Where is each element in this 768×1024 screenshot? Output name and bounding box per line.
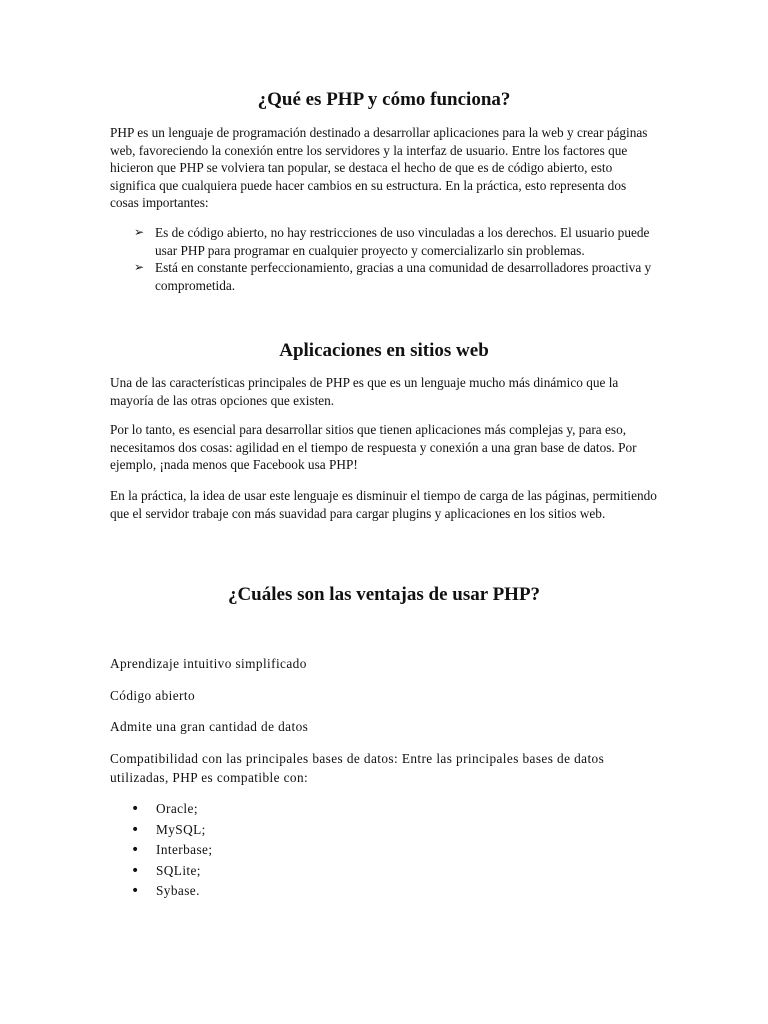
bullet-dot-icon: • xyxy=(131,842,140,858)
advantage-item: Admite una gran cantidad de datos xyxy=(110,719,309,734)
list-item xyxy=(110,861,658,882)
intro-paragraph: PHP es un lenguaje de programación destinado a desarrollar aplicaciones para la web y crear páginas web, favoreciendo la conexión entre los servidores y la interfaz de usuario. Entre los factores que hicieron que PHP se volviera tan popular, se destaca el hecho de que es de código abierto, esto significa que cualquiera puede hacer cambios en su estructura. En la práctica, esto representa dos cosas importantes: xyxy=(110,125,648,210)
advantage-item: Aprendizaje intuitivo simplificado xyxy=(110,656,307,671)
list-item-text: Está en constante perfeccionamiento, gracias a una comunidad de desarrolladores proactiva y comprometida. xyxy=(155,260,652,293)
php-features-list xyxy=(110,224,658,294)
list-item-text: Interbase; xyxy=(156,842,213,857)
list-item-text: SQLite; xyxy=(156,862,201,878)
section-heading-que-es-php: ¿Qué es PHP y cómo funciona? xyxy=(257,89,511,110)
bullet-dot-icon: • xyxy=(131,862,140,879)
list-item-text: Es de código abierto, no hay restricciones de uso vinculadas a los derechos. El usuario puede usar PHP para programar en cualquier proyecto y comercializarlo sin problemas. xyxy=(155,225,650,258)
advantage-item: Compatibilidad con las principales bases de datos: Entre las principales bases de datos utilizadas, PHP es compatible con: xyxy=(110,751,605,785)
paragraph: Una de las características principales de PHP es que es un lenguaje mucho más dinámico que la mayoría de las otras opciones que existen. xyxy=(110,375,619,408)
list-item xyxy=(110,224,658,259)
list-item xyxy=(110,259,658,294)
list-item-text: Sybase. xyxy=(156,883,200,898)
arrow-bullet-icon: ➢ xyxy=(134,225,145,239)
list-item-text: Oracle; xyxy=(156,801,198,816)
list-item xyxy=(110,820,658,841)
paragraph: Por lo tanto, es esencial para desarrollar sitios que tienen aplicaciones más complejas y, para eso, necesitamos dos cosas: agilidad en el tiempo de respuesta y conexión a una gran base de datos. Por ejemplo, ¡nada menos que Facebook usa PHP! xyxy=(110,422,637,472)
advantage-item: Código abierto xyxy=(110,688,195,703)
list-item-text: MySQL; xyxy=(156,821,206,837)
list-item xyxy=(110,799,658,820)
section-heading-ventajas: ¿Cuáles son las ventajas de usar PHP? xyxy=(227,584,541,605)
arrow-bullet-icon: ➢ xyxy=(134,260,145,274)
bullet-dot-icon: • xyxy=(131,883,140,899)
list-item xyxy=(110,840,658,861)
list-item xyxy=(110,881,658,902)
database-list xyxy=(110,799,658,902)
section-heading-aplicaciones: Aplicaciones en sitios web xyxy=(279,340,489,361)
bullet-dot-icon: • xyxy=(131,821,140,838)
bullet-dot-icon: • xyxy=(131,801,140,817)
paragraph: En la práctica, la idea de usar este lenguaje es disminuir el tiempo de carga de las páginas, permitiendo que el servidor trabaje con más suavidad para cargar plugins y aplicaciones en los sitios web. xyxy=(110,488,657,521)
